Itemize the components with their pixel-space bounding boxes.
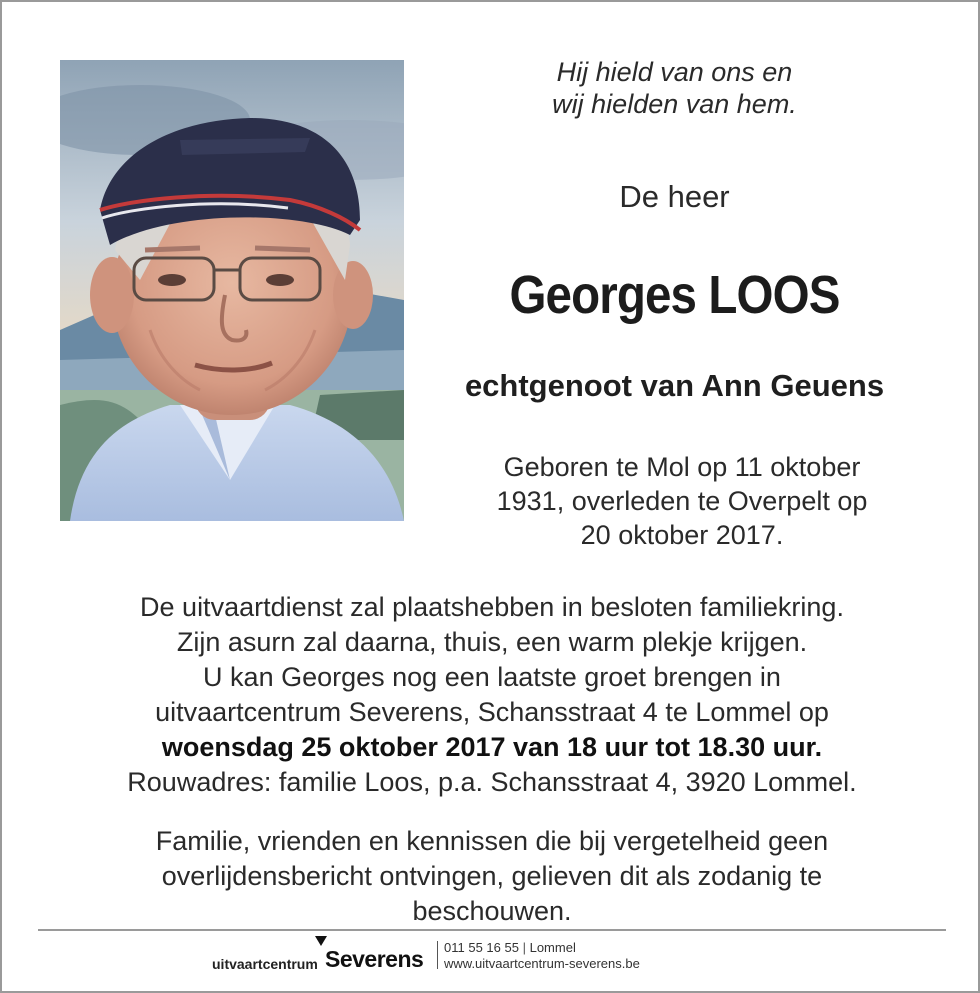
service-info [32, 590, 952, 800]
dates-line-2: 1931, overleden te Overpelt op [496, 486, 868, 516]
footer-divider [38, 929, 946, 931]
triangle-mark-icon [315, 936, 327, 946]
title-prefix: De heer [619, 179, 730, 214]
contact-line-1 [444, 940, 640, 956]
notice-line-3: beschouwen. [412, 896, 572, 926]
phone-number: 011 55 16 55 [444, 940, 519, 955]
contact-separator: | [522, 940, 526, 955]
footer-separator [437, 941, 438, 969]
notice-line-1: Familie, vrienden en kennissen die bij vergetelheid geen [155, 826, 829, 856]
portrait-photo [60, 60, 404, 521]
quote [422, 56, 927, 120]
spouse-line: echtgenoot van Ann Geuens [464, 368, 885, 403]
quote-line-2: wij hielden van hem. [552, 89, 797, 119]
quote-line-1: Hij hield van ons en [556, 57, 793, 87]
brand-name: Severens [325, 946, 424, 972]
service-line-4: uitvaartcentrum Severens, Schansstraat 4 te Lommel op [155, 697, 829, 727]
dates-line-3: 20 oktober 2017. [580, 520, 784, 550]
brand-small-text: uitvaartcentrum [212, 956, 318, 972]
city: Lommel [529, 940, 576, 955]
contact-info [444, 940, 640, 972]
footer [2, 936, 978, 986]
notice-line-2: overlijdensbericht ontvingen, gelieven dit als zodanig te [161, 861, 823, 891]
service-line-3: U kan Georges nog een laatste groet brengen in [203, 662, 781, 692]
notice [32, 824, 952, 929]
service-line-1: De uitvaartdienst zal plaatshebben in besloten familiekring. [140, 592, 844, 622]
dates-line-1: Geboren te Mol op 11 oktober [503, 452, 861, 482]
deceased-name: Georges LOOS [509, 265, 840, 325]
visitation-time: woensdag 25 oktober 2017 van 18 uur tot 18.30 uur. [161, 732, 823, 762]
mourning-address: Rouwadres: familie Loos, p.a. Schansstraat 4, 3920 Lommel. [127, 767, 857, 797]
birth-death-dates [447, 450, 917, 552]
portrait-photo-image [60, 60, 404, 521]
website[interactable]: www.uitvaartcentrum-severens.be [444, 956, 640, 971]
service-line-2: Zijn asurn zal daarna, thuis, een warm plekje krijgen. [176, 627, 808, 657]
